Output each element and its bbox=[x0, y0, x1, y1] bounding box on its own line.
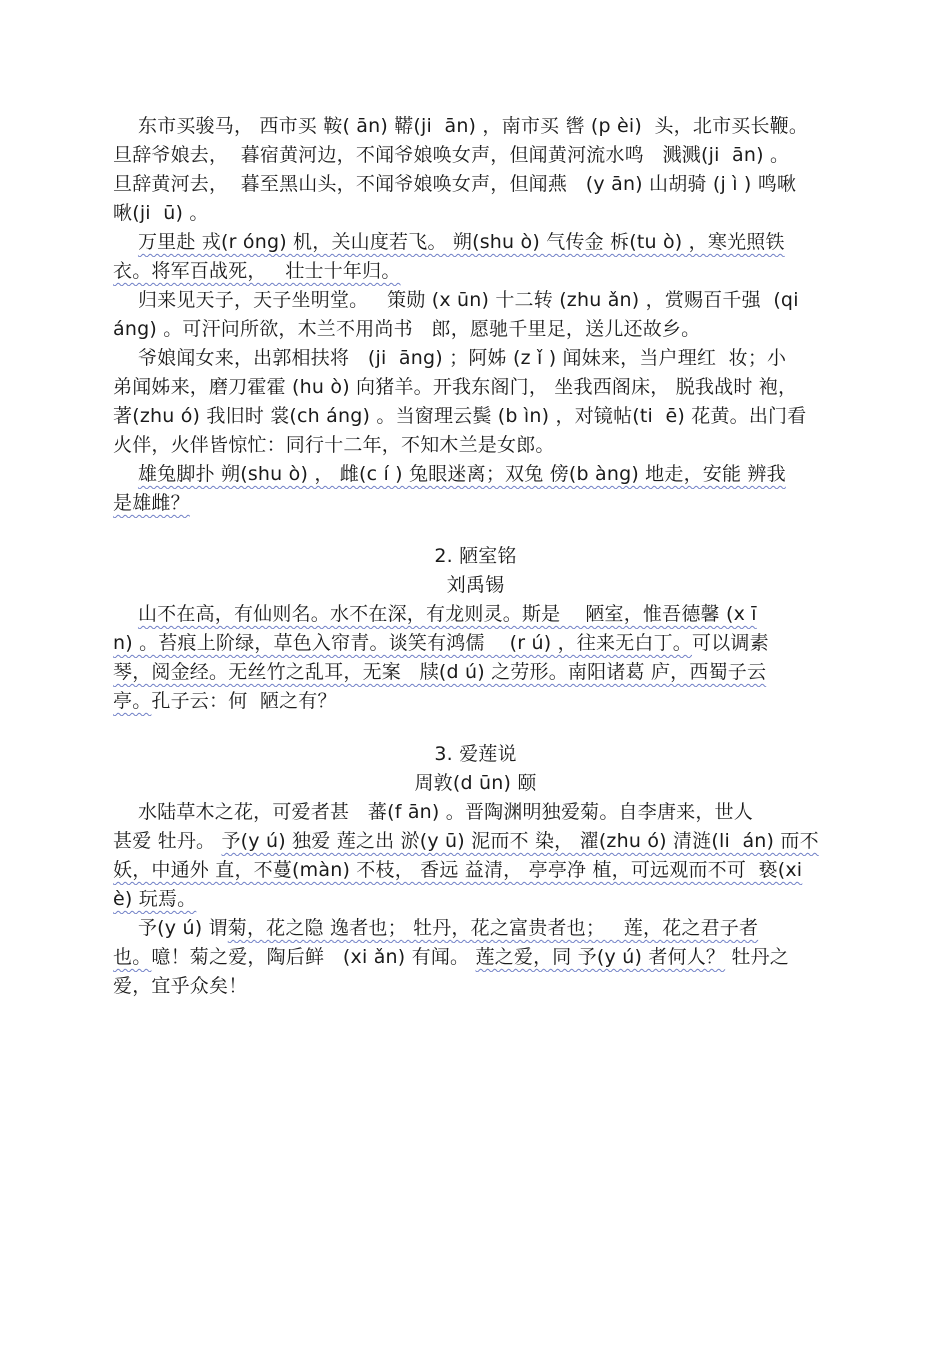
text-line: 妖，中通外 直，不蔓(màn) 不枝， 香远 益清， 亭亭净 植，可远观而不可 亵(xi bbox=[113, 859, 803, 881]
poem1-block bbox=[113, 112, 838, 518]
text-line: 万里赴 戎(r óng) 机，关山度若飞。 朔(shu ò) 气传金 柝(tu ò) ，寒光照铁 bbox=[137, 231, 785, 253]
text-line: 爷娘闻女来，出郭相扶将 (ji āng) ；阿姊 (z ǐ ) 闻妹来，当户理红 妆；小 bbox=[113, 347, 787, 369]
text-line: 山不在高，有仙则名。水不在深，有龙则灵。斯是 陋室，惟吾德馨 (x ī bbox=[137, 603, 757, 625]
text-line: 啾(ji ū) 。 bbox=[113, 202, 209, 224]
text-line: 也。噫！菊之爱，陶后鲜 (xi ǎn) 有闻。 莲之爱，同 予(y ú) 者何人？ 牡丹之 bbox=[113, 946, 789, 968]
text-line: 归来见天子，天子坐明堂。 策勋 (x ūn) 十二转 (zhu ǎn) ，赏赐百千强 (qi bbox=[113, 289, 799, 311]
text-line: 亭。孔子云：何 陋之有？ bbox=[113, 690, 337, 712]
text-line: 弟闻姊来，磨刀霍霍 (hu ò) 向猪羊。开我东阁门， 坐我西阁床， 脱我战时 袍， bbox=[113, 376, 798, 398]
section-author: 周敦(d ūn) 颐 bbox=[414, 772, 537, 794]
section-title: 2. 陋室铭 bbox=[434, 545, 517, 567]
text-line: 东市买骏马， 西市买 鞍( ān) 鞯(ji ān) ，南市买 辔 (p èi) 头，北市买长鞭。 bbox=[113, 115, 809, 137]
text-line: 雄兔脚扑 朔(shu ò) ， 雌(c í ) 兔眼迷离；双兔 傍(b àng) 地走，安能 辨我 bbox=[137, 463, 786, 485]
text-line: 琴，阅金经。无丝竹之乱耳，无案 牍(d ú) 之劳形。南阳诸葛 庐，西蜀子云 bbox=[113, 661, 767, 683]
text-line: 爱，宜乎众矣！ bbox=[113, 975, 248, 997]
text-line: 甚爱 牡丹。 予(y ú) 独爱 莲之出 淤(y ū) 泥而不 染， 濯(zhu ó) 清涟(li án) 而不 bbox=[113, 830, 819, 852]
text-line: n) 。苔痕上阶绿，草色入帘青。谈笑有鸿儒 (r ú) ，往来无白丁。可以调素 bbox=[113, 632, 769, 654]
section-title: 3. 爱莲说 bbox=[434, 743, 517, 765]
text-line: 水陆草木之花，可爱者甚 蕃(f ān) 。晋陶渊明独爱菊。自李唐来，世人 bbox=[113, 801, 753, 823]
text-line: 著(zhu ó) 我旧时 裳(ch áng) 。当窗理云鬓 (b ìn) ，对镜帖(ti ē) 花黄。出门看 bbox=[113, 405, 807, 427]
section-author: 刘禹锡 bbox=[446, 574, 505, 596]
text-line: 火伴，火伴皆惊忙：同行十二年，不知木兰是女郎。 bbox=[113, 434, 555, 456]
poem2-block bbox=[113, 542, 838, 716]
text-line: è) 玩焉。 bbox=[113, 888, 197, 910]
text-line: 衣。将军百战死， 壮士十年归。 bbox=[113, 260, 401, 282]
document-page bbox=[113, 112, 838, 1001]
text-line: 旦辞黄河去， 暮至黑山头，不闻爷娘唤女声，但闻燕 (y ān) 山胡骑 (j ì ) 鸣啾 bbox=[113, 173, 797, 195]
text-line: áng) 。可汗问所欲，木兰不用尚书 郎，愿驰千里足，送儿还故乡。 bbox=[113, 318, 701, 340]
poem3-block bbox=[113, 740, 838, 1001]
text-line: 旦辞爷娘去， 暮宿黄河边，不闻爷娘唤女声，但闻黄河流水鸣 溅溅(ji ān) 。 bbox=[113, 144, 790, 166]
text-line: 予(y ú) 谓菊，花之隐 逸者也； 牡丹，花之富贵者也； 莲，花之君子者 bbox=[113, 917, 759, 939]
text-line: 是雄雌？ bbox=[113, 492, 190, 514]
